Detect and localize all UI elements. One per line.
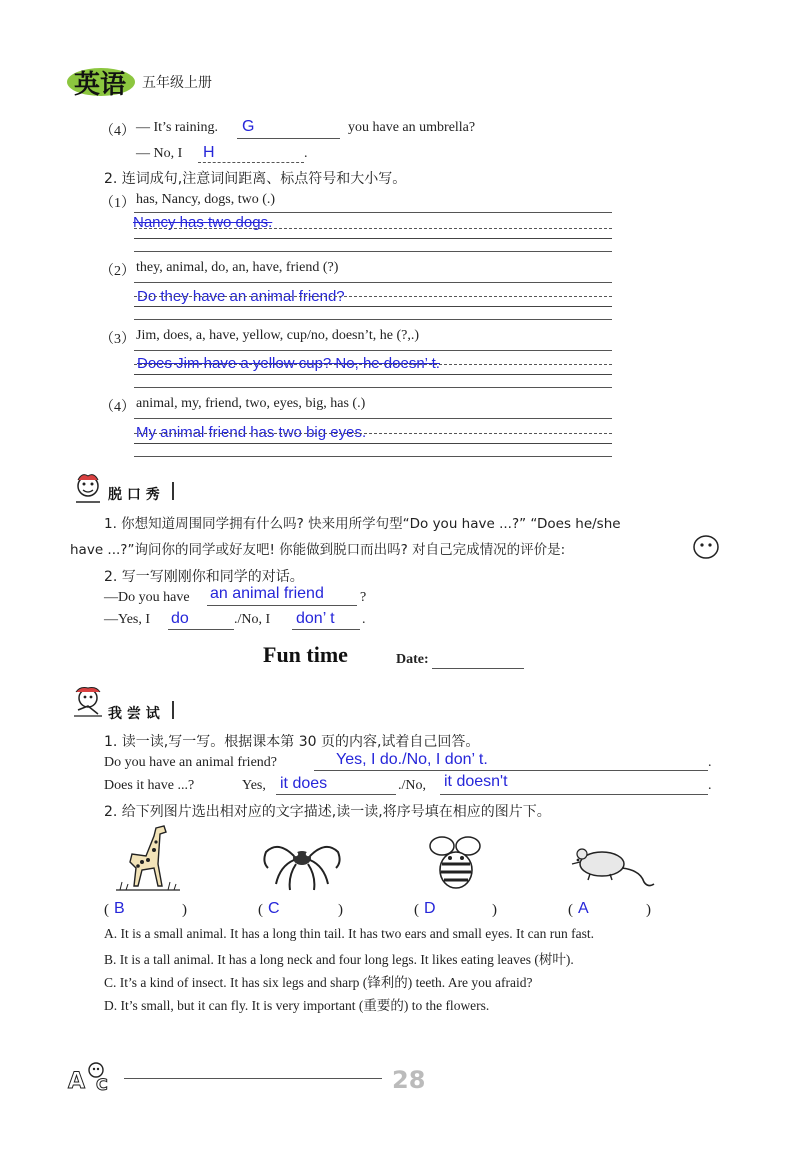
s2-item2-answer[interactable]: Do they have an animal friend? (137, 288, 345, 305)
talk-show-q2-l2-answer2[interactable]: don’ t (296, 610, 335, 627)
talk-show-q2-l2-blank1 (168, 629, 234, 630)
talk-show-q2-l2-mid: ./No, I (234, 612, 271, 627)
fun-time-title: Fun time (263, 642, 348, 667)
svg-text:A: A (68, 1069, 86, 1094)
mouse-picture (568, 840, 658, 894)
talk-show-bar (172, 482, 174, 500)
pic4-answer[interactable]: A (578, 900, 589, 917)
q4-line2-answer[interactable]: H (203, 144, 215, 161)
try-it-q2-title: 2. 给下列图片选出相对应的文字描述,读一读,将序号填在相应的图片下。 (104, 804, 551, 820)
s2-item2-words: they, animal, do, an, have, friend (?) (136, 260, 339, 275)
try-it-q1-l2-answer1[interactable]: it does (280, 775, 328, 792)
s2-item3-line-a (134, 350, 612, 351)
try-it-q1-l1-prefix: Do you have an animal friend? (104, 755, 277, 770)
try-it-heading: 我 尝 试 (108, 706, 160, 722)
s2-item3-answer[interactable]: Does Jim have a yellow cup? No, he doesn’ t. (137, 355, 440, 372)
pic4-paren-close: ) (646, 902, 651, 918)
try-it-q1-l2-mid2: ./No, (398, 778, 426, 793)
s2-item4-words: animal, my, friend, two, eyes, big, has (.) (136, 396, 366, 411)
talk-show-q1-line2: have ...?”询问你的同学或好友吧! 你能做到脱口而出吗? 对自己完成情况的评价是: (70, 542, 566, 558)
description-b: B. It is a tall animal. It has a long neck and four long legs. It likes eating leaves (树叶). (104, 952, 574, 967)
s2-item1-line-c (134, 238, 612, 239)
talk-show-mascot-icon (68, 470, 108, 510)
s2-item3-line-b (134, 364, 612, 365)
q4-number: （4） (100, 124, 135, 139)
try-it-bar (172, 701, 174, 719)
s2-item3-line-d (134, 387, 612, 388)
talk-show-q2-l2-answer1[interactable]: do (171, 610, 189, 627)
talk-show-q2-l1-answer[interactable]: an animal friend (210, 585, 324, 602)
pic2-paren-open: ( (258, 902, 263, 918)
page-number: 28 (392, 1066, 426, 1094)
talk-show-q2-l1-suffix: ? (360, 590, 367, 605)
s2-item2-line-a (134, 282, 612, 283)
s2-item4-line-c (134, 443, 612, 444)
s2-item1-line-a (134, 212, 612, 213)
s2-item2-line-c (134, 306, 612, 307)
svg-text:C: C (96, 1075, 108, 1094)
bee-picture (420, 832, 490, 898)
s2-item1-number: （1） (100, 196, 135, 211)
try-it-q1-l2-suffix: . (708, 778, 712, 793)
s2-item1-words: has, Nancy, dogs, two (.) (136, 192, 276, 207)
talk-show-q2-l1-prefix: —Do you have (104, 590, 190, 605)
q4-line1-suffix: you have an umbrella? (348, 120, 476, 135)
talk-show-q2-l2-prefix: —Yes, I (104, 612, 151, 627)
try-it-q1-l1-suffix: . (708, 755, 712, 770)
pic2-answer[interactable]: C (268, 900, 280, 917)
date-label: Date: (396, 652, 429, 667)
smiley-face-icon (692, 534, 720, 564)
date-blank (432, 668, 524, 669)
q4-line2-prefix: — No, I (136, 146, 183, 161)
pic4-paren-open: ( (568, 902, 573, 918)
try-it-q1-l2-mid1: Yes, (242, 778, 266, 793)
s2-item1-line-b (134, 228, 612, 229)
pic1-answer[interactable]: B (114, 900, 125, 917)
s2-item1-line-d (134, 251, 612, 252)
s2-item2-line-b (134, 296, 612, 297)
subject-title: 英语 (74, 70, 127, 100)
try-it-q1-l2-blank1 (276, 794, 396, 795)
q4-line1-blank (237, 138, 340, 139)
description-d: D. It’s small, but it can fly. It is very important (重要的) to the flowers. (104, 998, 490, 1013)
giraffe-picture (112, 824, 184, 898)
s2-item4-line-a (134, 418, 612, 419)
q4-line2-blank (198, 162, 304, 163)
s2-item3-words: Jim, does, a, have, yellow, cup/no, doesn’t, he (?,.) (136, 328, 420, 343)
footer-rule (124, 1078, 382, 1079)
try-it-q1-title: 1. 读一读,写一写。根据课本第 30 页的内容,试着自己回答。 (104, 734, 480, 750)
description-c: C. It’s a kind of insect. It has six legs and sharp (锋利的) teeth. Are you afraid? (104, 975, 533, 990)
pic3-paren-close: ) (492, 902, 497, 918)
try-it-q1-l2-prefix: Does it have ...? (104, 778, 195, 793)
description-a: A. It is a small animal. It has a long thin tail. It has two ears and small eyes. It can run fast. (104, 926, 595, 941)
q4-line1-answer[interactable]: G (242, 118, 255, 135)
talk-show-q1-line1: 1. 你想知道周围同学拥有什么吗? 快来用所学句型“Do you have ...?” “Does he/she (104, 516, 621, 532)
talk-show-heading: 脱 口 秀 (108, 487, 160, 503)
s2-item1-answer[interactable]: Nancy has two dogs. (133, 214, 273, 231)
try-it-q1-l2-blank2 (440, 794, 708, 795)
q4-line1-prefix: — It’s raining. (136, 120, 219, 135)
section2-title: 2. 连词成句,注意词间距离、标点符号和大小写。 (104, 171, 407, 187)
try-it-q1-l1-blank (314, 770, 708, 771)
talk-show-q2-title: 2. 写一写刚刚你和同学的对话。 (104, 569, 304, 585)
talk-show-q2-l2-blank2 (292, 629, 360, 630)
s2-item3-number: （3） (100, 332, 135, 347)
s2-item4-line-d (134, 456, 612, 457)
s2-item2-number: （2） (100, 264, 135, 279)
try-it-q1-l2-answer2[interactable]: it doesn't (444, 773, 508, 790)
talk-show-q2-l1-blank (207, 605, 357, 606)
grade-label: 五年级上册 (142, 75, 212, 91)
try-it-mascot-icon (68, 684, 108, 724)
s2-item2-line-d (134, 319, 612, 320)
pic3-paren-open: ( (414, 902, 419, 918)
q4-line2-suffix: . (304, 146, 308, 161)
pic1-paren-close: ) (182, 902, 187, 918)
s2-item4-answer[interactable]: My animal friend has two big eyes. (136, 424, 367, 441)
pic1-paren-open: ( (104, 902, 109, 918)
s2-item3-line-c (134, 374, 612, 375)
pic2-paren-close: ) (338, 902, 343, 918)
spider-picture (258, 836, 346, 896)
s2-item4-line-b (134, 433, 612, 434)
try-it-q1-l1-answer[interactable]: Yes, I do./No, I don’ t. (336, 751, 488, 768)
talk-show-q2-l2-suffix: . (362, 612, 366, 627)
abc-mascot-icon (66, 1058, 120, 1098)
s2-item4-number: （4） (100, 400, 135, 415)
pic3-answer[interactable]: D (424, 900, 436, 917)
